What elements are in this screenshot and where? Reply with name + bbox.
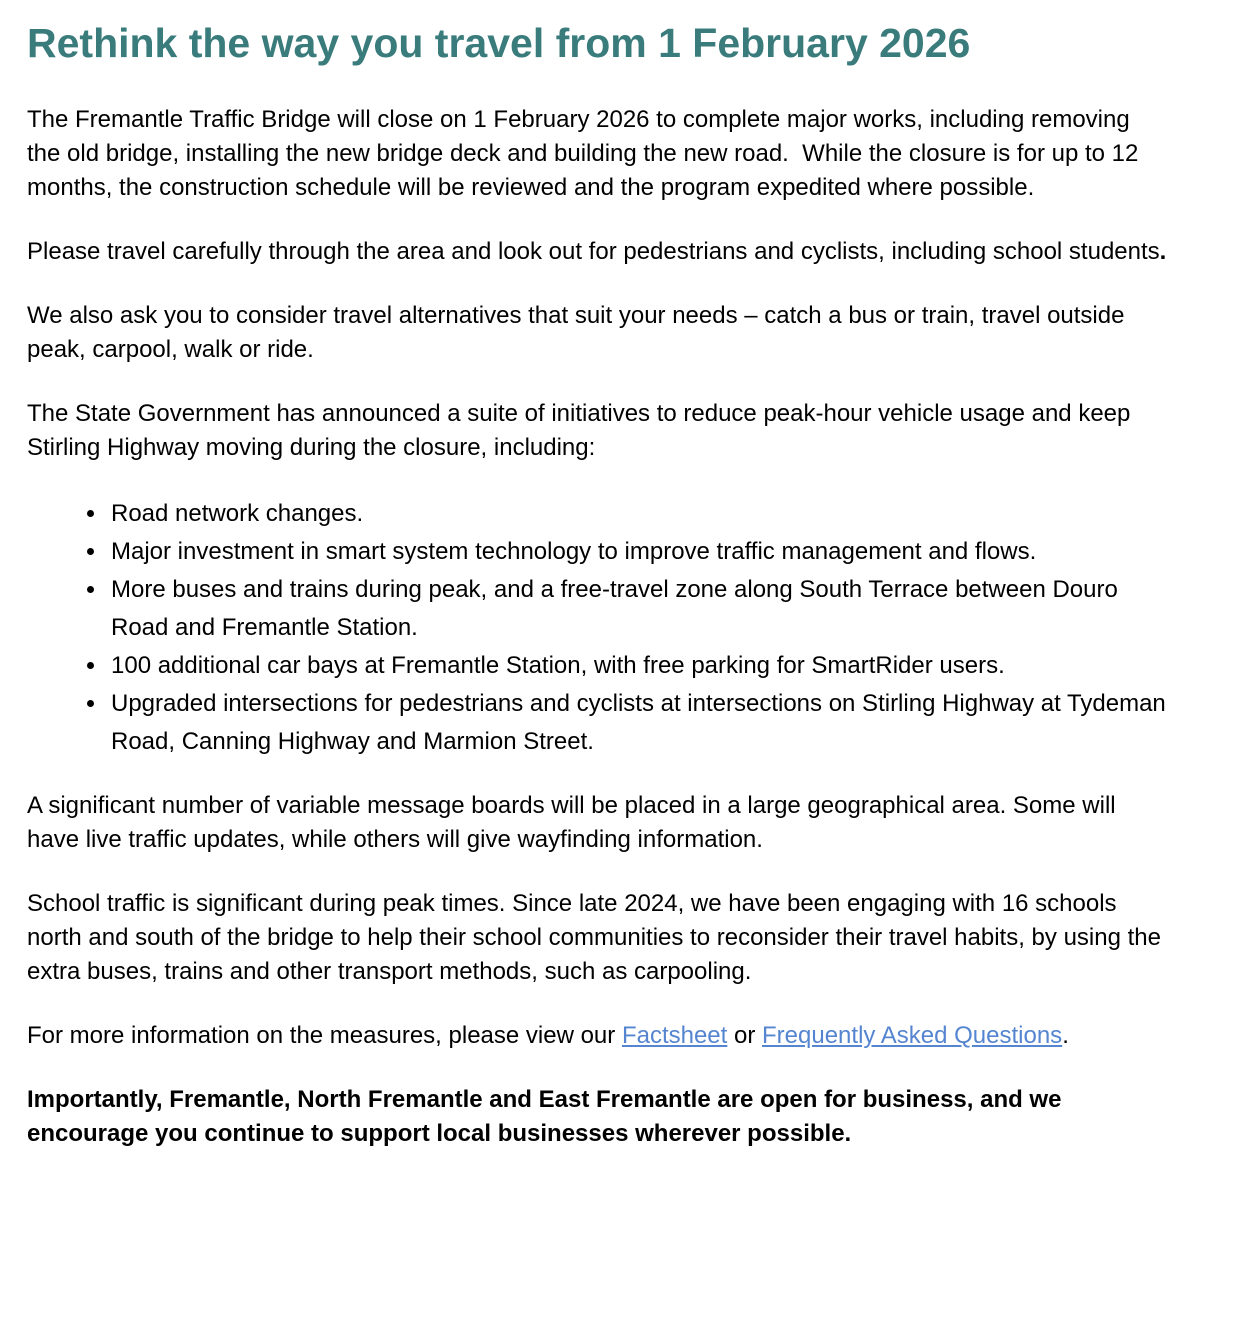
paragraph-school-traffic: School traffic is significant during peak times. Since late 2024, we have been engaging with 16 schools north and south of the bridge to help their school communities to reconsider their travel habits, by using the extra buses, trains and other transport methods, such as carpooling. bbox=[27, 890, 1161, 986]
initiatives-list bbox=[27, 495, 1167, 761]
paragraph-travel-alternatives: We also ask you to consider travel alternatives that suit your needs – catch a bus or train, travel outside peak, carpool, walk or ride. bbox=[27, 302, 1125, 364]
page-title: Rethink the way you travel from 1 February 2026 bbox=[27, 20, 971, 66]
paragraph-open-for-business: Importantly, Fremantle, North Fremantle and East Fremantle are open for business, and we encourage you continue to support local businesses wherever possible. bbox=[27, 1086, 1062, 1148]
more-info-text-between: or bbox=[727, 1022, 763, 1050]
factsheet-link[interactable]: Factsheet bbox=[621, 1022, 728, 1050]
list-item: • More buses and trains during peak, and a free-travel zone along South Terrace between Douro Road and Fremantle Station. bbox=[108, 571, 1167, 647]
list-item: • Upgraded intersections for pedestrians and cyclists at intersections on Stirling Highway at Tydeman Road, Canning Highway and Marmion Street. bbox=[108, 685, 1167, 761]
list-item: • Road network changes. bbox=[108, 495, 1167, 533]
faq-link[interactable]: Frequently Asked Questions bbox=[762, 1022, 1063, 1050]
paragraph-message-boards: A significant number of variable message boards will be placed in a large geographical area. Some will have live traffic updates, while others will give wayfinding information. bbox=[27, 792, 1116, 854]
paragraph-travel-carefully-text: Please travel carefully through the area and look out for pedestrians and cyclists, including school students bbox=[27, 238, 1160, 266]
paragraph-travel-carefully bbox=[27, 235, 1167, 269]
paragraph-travel-carefully-bold-period: . bbox=[1159, 238, 1167, 266]
paragraph-initiatives-intro: The State Government has announced a suite of initiatives to reduce peak-hour vehicle usage and keep Stirling Highway moving during the closure, including: bbox=[27, 400, 1131, 462]
list-item: • Major investment in smart system technology to improve traffic management and flows. bbox=[108, 533, 1167, 571]
more-info-text-before: For more information on the measures, please view our bbox=[27, 1022, 622, 1050]
paragraph-more-info bbox=[27, 1019, 1167, 1053]
paragraph-bridge-closure: The Fremantle Traffic Bridge will close on 1 February 2026 to complete major works, including removing the old bridge, installing the new bridge deck and building the new road. While the closure is for up to 12 months, the construction schedule will be reviewed and the program expedited where possible. bbox=[27, 106, 1139, 202]
list-item: • 100 additional car bays at Fremantle Station, with free parking for SmartRider users. bbox=[108, 647, 1167, 685]
more-info-text-after: . bbox=[1062, 1022, 1069, 1050]
